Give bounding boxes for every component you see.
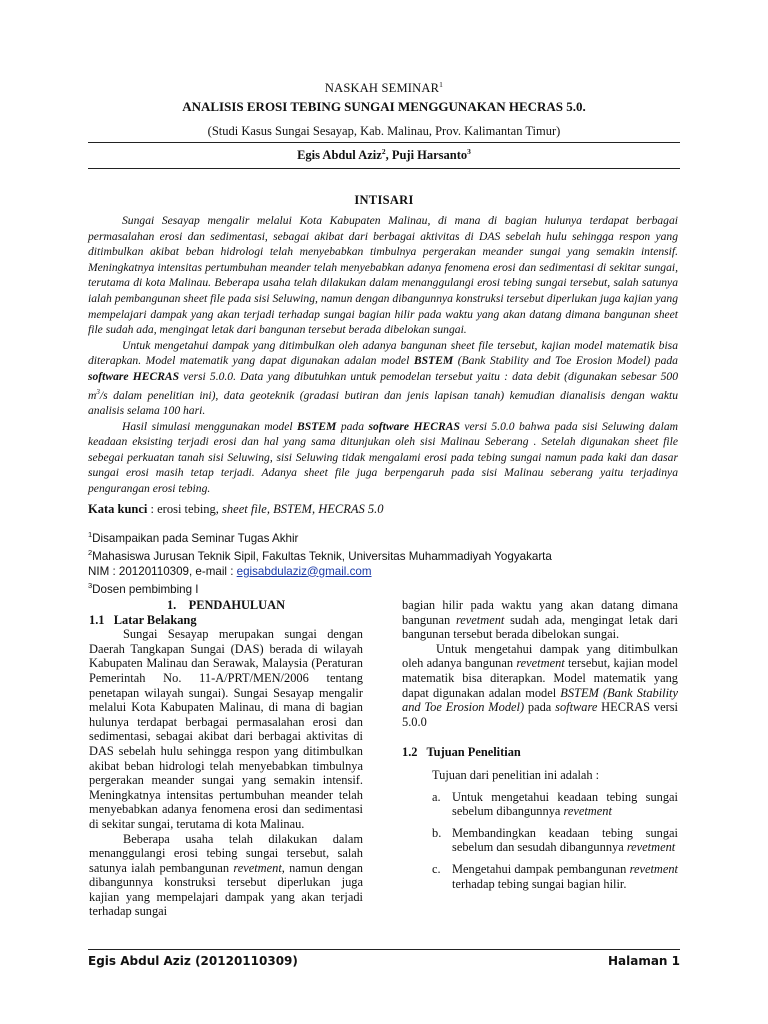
abstract-p2-text-2: (Bank Stability and Toe Erosion Model) pada (453, 354, 678, 368)
keywords-separator: : (147, 502, 158, 516)
abstract-p2-superscript: 3 (96, 387, 100, 396)
abstract-p2-text-3: versi 5.0.0. Data yang dibutuhkan untuk pemodelan tersebut yaitu : data debit (digunakan sebesar 500 m (88, 369, 679, 402)
paper-title: ANALISIS EROSI TEBING SUNGAI MENGGUNAKAN HECRAS 5.0. (182, 99, 586, 114)
keywords-italic: sheet file, BSTEM, HECRAS 5.0 (222, 502, 384, 516)
abstract-heading: INTISARI (354, 193, 414, 207)
keywords-label: Kata kunci (88, 502, 148, 516)
list-item-text-2: terhadap tebing sungai bagian hilir. (452, 876, 627, 891)
bg-p3-text: Untuk mengetahui dampak yang ditimbulkan oleh adanya bangunan (402, 641, 678, 671)
bg-p2-revetment: revetment (233, 860, 282, 875)
keywords-plain: erosi tebing, (157, 502, 223, 516)
list-item (432, 826, 678, 855)
note-nim (88, 565, 678, 579)
list-item-italic: revetment (629, 861, 678, 876)
note-nim-text: NIM : 20120110309, e-mail : (88, 564, 237, 578)
list-item-label: c. (432, 861, 441, 876)
abstract-p3-text-3: versi 5.0.0 bahwa pada sisi Seluwing dalam keadaan eksisting terjadi erosi dan hal yang sama ditunjukan oleh sisi Malinau Seberang . Setelah digunakan sheet file sebegai perkuatan tanah sisi Seluwing, sisi Seluwing tidak mengalami erosi pada tebing sungai namun pada kaki dan dasar sungai erosi masih tetap terjadi. Adanya sheet file juga berpengaruh pada sisi Malinau seberang yaitu terjadinya pengurangan erosi tebing. (88, 419, 678, 495)
bg-p3-text-3: pada (524, 700, 556, 715)
document-label-text: NASKAH SEMINAR (324, 81, 440, 96)
bg-p3-revetment: revetment (516, 656, 565, 671)
abstract-paragraph-1: Sungai Sesayap mengalir melalui Kota Kabupaten Malinau, di mana di bagian hulunya terdapat berbagai permasalahan erosi dan sedimentasi, sebagai akibat dari berbagai aktivitas di DAS sebelah hulu sehingga respon yang ditimbulkan akibat beban hidrologi telah menyebabkan timbulnya pergerakan meander sungai yang semakin intensif. Meningkatnya intensitas pertumbuhan meander telah menyebabkan adanya fenomena erosi dan sedimentasi di sekitar sungai, terutama di kota Malinau. Beberapa usaha telah dilakukan dalam menanggulangi erosi tebing sungai tersebut, salah satunya ialah pembangunan sheet file pada sisi Seluwing, namun dengan dibangunnya konstruksi tersebut diperlukan juga kajian yang mempelajari dampak yang akan terjadi terhadap sungai bagian hilir pada waktu yang akan datang dimana bangunan sheet file sudah ada, mengingat letak dari bangunan tersebut berada dibelokan sungai. (88, 214, 678, 337)
note-1-text: Disampaikan pada Seminar Tugas Akhir (92, 531, 299, 545)
bg-p2-text-2: , namun dengan dibangunnya konstruksi tersebut diperlukan juga kajian yang mempelajari dampak yang akan terjadi terhadap sungai (89, 860, 363, 919)
footer-divider (88, 949, 680, 950)
note-1 (88, 528, 678, 546)
background-paragraph-1: Sungai Sesayap merupakan sungai dengan Daerah Tangkapan Sungai (DAS) berada di wilayah Kabupaten Malinau dan Serawak, Malaysia (Peraturan Pemerintah No. 11-A/PRT/MEN/2006 tentang penetapan wilayah sungai). Sungai Sesayap mengalir melalui Kota Kabupaten Malinau, di mana di bagian hulunya terdapat berbagai permasalahan erosi dan sedimentasi, sebagai akibat dari berbagai aktivitas di DAS sebelah hulu sehingga respon yang ditimbulkan akibat beban hidrologi telah menyebabkan timbulnya pergerakan meander sungai yang semakin intensif. Meningkatnya intensitas pertumbuhan meander telah menyebabkan adanya fenomena erosi dan sedimentasi di sekitar sungai, terutama di kota Malinau. (89, 627, 363, 831)
abstract-p2-text: Untuk mengetahui dampak yang ditimbulkan oleh adanya bangunan sheet file tersebut, kajian model matematik bisa diterapkan. Model matematik yang dapat digunakan adalan model (88, 338, 678, 368)
abstract-p3-text-2: pada (336, 419, 369, 433)
abstract-p2-software: software HECRAS (88, 369, 180, 383)
background-paragraph-2 (89, 832, 363, 920)
list-item-italic: revetment (626, 840, 676, 855)
bg-p3-software: software (555, 700, 598, 715)
abstract-p3-bstem: BSTEM (297, 419, 337, 433)
note-2-text: Mahasiswa Jurusan Teknik Sipil, Fakultas Teknik, Universitas Muhammadiyah Yogyakarta (92, 550, 552, 564)
note-2-mark: 2 (88, 548, 93, 558)
background-paragraph-3 (402, 642, 678, 730)
author-separator: , (385, 148, 392, 163)
note-1-mark: 1 (88, 530, 93, 539)
abstract-p2-bstem: BSTEM (413, 354, 454, 368)
list-item-label: b. (432, 825, 442, 840)
author-1-footnote-mark: 2 (381, 147, 386, 156)
note-2 (88, 546, 678, 564)
author-2-footnote-mark: 3 (467, 147, 471, 156)
subsection-heading-1-1: 1.1 Latar Belakang (89, 612, 197, 627)
list-item-label: a. (432, 789, 441, 804)
authors-line (0, 147, 768, 163)
note-3-mark: 3 (88, 580, 93, 590)
objectives-list (402, 790, 678, 892)
abstract-p3-text: Hasil simulasi menggunakan model (122, 419, 298, 433)
title-divider-bottom (88, 168, 680, 169)
list-item (432, 862, 678, 891)
bg-cont-text-2: sudah ada, mengingat letak dari bangunan tersebut berada dibelokan sungai. (402, 612, 678, 642)
abstract-paragraph-3 (88, 419, 678, 497)
note-3-text: Dosen pembimbing I (92, 582, 199, 596)
bg-cont-text: bagian hilir pada waktu yang akan datang dimana bangunan (402, 598, 678, 627)
author-1: Egis Abdul Aziz (297, 148, 382, 163)
list-item-italic: revetment (563, 804, 612, 819)
author-2: Puji Harsanto (391, 148, 468, 163)
email-link[interactable]: egisabdulaziz@gmail.com (236, 564, 372, 578)
objectives-intro: Tujuan dari penelitian ini adalah : (432, 767, 600, 782)
paper-subtitle: (Studi Kasus Sungai Sesayap, Kab. Malinau, Prov. Kalimantan Timur) (207, 124, 561, 138)
abstract-p2-text-4: /s dalam penelitian ini), data geoteknik (gradasi butiran dan jenis lapisan tanah) kemudian dianalisis dengan waktu analisis selama 100 hari. (88, 388, 678, 417)
list-item-text: Mengetahui dampak pembangunan (452, 861, 630, 876)
right-column (402, 598, 678, 898)
left-column (89, 598, 363, 919)
bg-p3-bstem: BSTEM (Bank Stability and Toe Erosion Model) (402, 685, 678, 715)
abstract-paragraph-2 (88, 338, 678, 419)
bg-cont-revetment: revetment (455, 612, 505, 627)
background-paragraph-2-cont (402, 598, 678, 642)
footer-page-number: Halaman 1 (607, 954, 680, 968)
keywords (88, 502, 678, 517)
document-label (0, 80, 768, 96)
list-item-text: Untuk mengetahui keadaan tebing sungai sebelum dibangunnya (452, 789, 678, 819)
title-divider-top (88, 142, 680, 143)
footer-author: Egis Abdul Aziz (20120110309) (88, 954, 298, 968)
list-item-text: Membandingkan keadaan tebing sungai sebelum dan sesudah dibangunnya (452, 825, 678, 855)
section-heading: 1. PENDAHULUAN (166, 598, 286, 612)
author-notes (88, 528, 678, 597)
abstract-p3-software: software HECRAS (368, 419, 460, 433)
abstract-body (88, 213, 678, 497)
list-item (432, 790, 678, 819)
bg-p3-text-2: tersebut, kajian model matematik bisa diterapkan. Model matematik yang dapat digunakan adalan model (402, 656, 678, 700)
document-label-footnote-mark: 1 (439, 80, 444, 89)
bg-p3-text-4: HECRAS versi 5.0.0 (402, 700, 678, 729)
subsection-heading-1-2: 1.2 Tujuan Penelitian (402, 745, 521, 760)
bg-p2-text: Beberapa usaha telah dilakukan dalam menanggulangi erosi tebing sungai tersebut, salah satunya ialah pembangunan (89, 831, 363, 875)
note-3 (88, 579, 678, 597)
